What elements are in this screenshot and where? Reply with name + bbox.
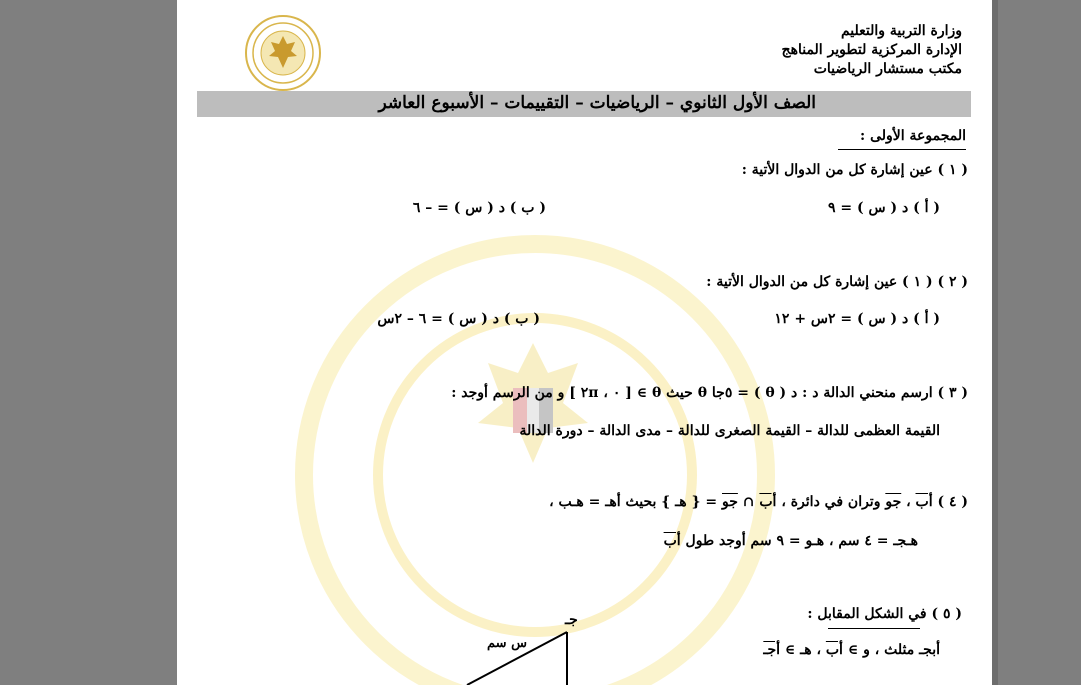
- q4-chord-jw-2: جو: [722, 494, 738, 510]
- q4-seg-ah: أهـ: [605, 494, 621, 510]
- q5-figure-label-top: جـ: [565, 612, 578, 628]
- q4-end: ،: [549, 494, 559, 510]
- group-title-underline: [838, 149, 966, 150]
- q4-line-1: [549, 494, 968, 510]
- q4-number: ( ٤ ): [937, 494, 968, 510]
- title-bar: [197, 91, 971, 117]
- q1-prompt: ( ١ ) عين إشارة كل من الدوال الأتية :: [741, 162, 968, 178]
- ministry-header: [782, 22, 962, 79]
- q4-chord-ab: أب: [915, 494, 933, 510]
- q1-part-b: ( ب ) د ( س ) = – ٦: [412, 200, 546, 216]
- group-title: المجموعة الأولى :: [860, 128, 966, 144]
- q4-eq: =: [583, 494, 606, 510]
- q4-seg-hb: هـب: [558, 494, 584, 510]
- ministry-line-3: مكتب مستشار الرياضيات: [813, 61, 962, 77]
- page-title: الصف الأول الثانوي – الرياضيات – التقييمات – الأسبوع العاشر: [378, 93, 816, 113]
- q2-prompt: ( ٢ ) ( ١ ) عين إشارة كل من الدوال الأتية :: [706, 274, 968, 290]
- q4-line-2: [664, 533, 918, 549]
- eagle-watermark-icon: [468, 333, 598, 473]
- q4-text-2: = { هـ } بحيث: [620, 494, 722, 510]
- q4-chord-jw: جو: [885, 494, 902, 510]
- q5-seg-ab: أب: [825, 642, 843, 658]
- ministry-line-2: الإدارة المركزية لتطوير المناهج: [781, 42, 962, 58]
- q5-text-a: أبجـ مثلث ، و ∋: [842, 642, 940, 658]
- document-page: [177, 0, 992, 685]
- q5-line-2: [763, 642, 940, 658]
- q5-seg-aj: أجـ: [763, 642, 780, 658]
- q4-line-2-chord: أب: [663, 533, 681, 549]
- q5-figure-label-side: س سم: [487, 636, 527, 651]
- q5-prompt-underline: [828, 628, 920, 629]
- q1-part-a: ( أ ) د ( س ) = ٩: [828, 200, 940, 216]
- q4-sep: ،: [901, 494, 916, 510]
- q5-prompt: ( ٥ ) في الشكل المقابل :: [807, 606, 962, 622]
- scrollbar[interactable]: [992, 0, 998, 685]
- ministry-logo-icon: [244, 14, 322, 92]
- q4-chord-ab-2: أب: [759, 494, 777, 510]
- q2-part-a: ( أ ) د ( س ) = ٢س + ١٢: [774, 311, 940, 327]
- q4-line-2-text: هـجـ = ٤ سم ، هـو = ٩ سم أوجد طول: [680, 533, 918, 549]
- q2-part-b: ( ب ) د ( س ) = ٦ – ٢س: [377, 311, 540, 327]
- q4-text-1: وتران في دائرة ،: [776, 494, 886, 510]
- q5-text-c: ، هـ ∋: [780, 642, 826, 658]
- q3-line-2: القيمة العظمى للدالة – القيمة الصغرى للدالة – مدى الدالة – دورة الدالة: [519, 423, 940, 439]
- q4-cap: ∩: [737, 494, 760, 510]
- ministry-line-1: وزارة التربية والتعليم: [840, 23, 962, 39]
- q3-prompt: ( ٣ ) ارسم منحني الدالة د : د ( θ ) = ٥جا θ حيث θ ∋ [ ٠ ، ٢π ] و من الرسم أوجد :: [451, 385, 968, 401]
